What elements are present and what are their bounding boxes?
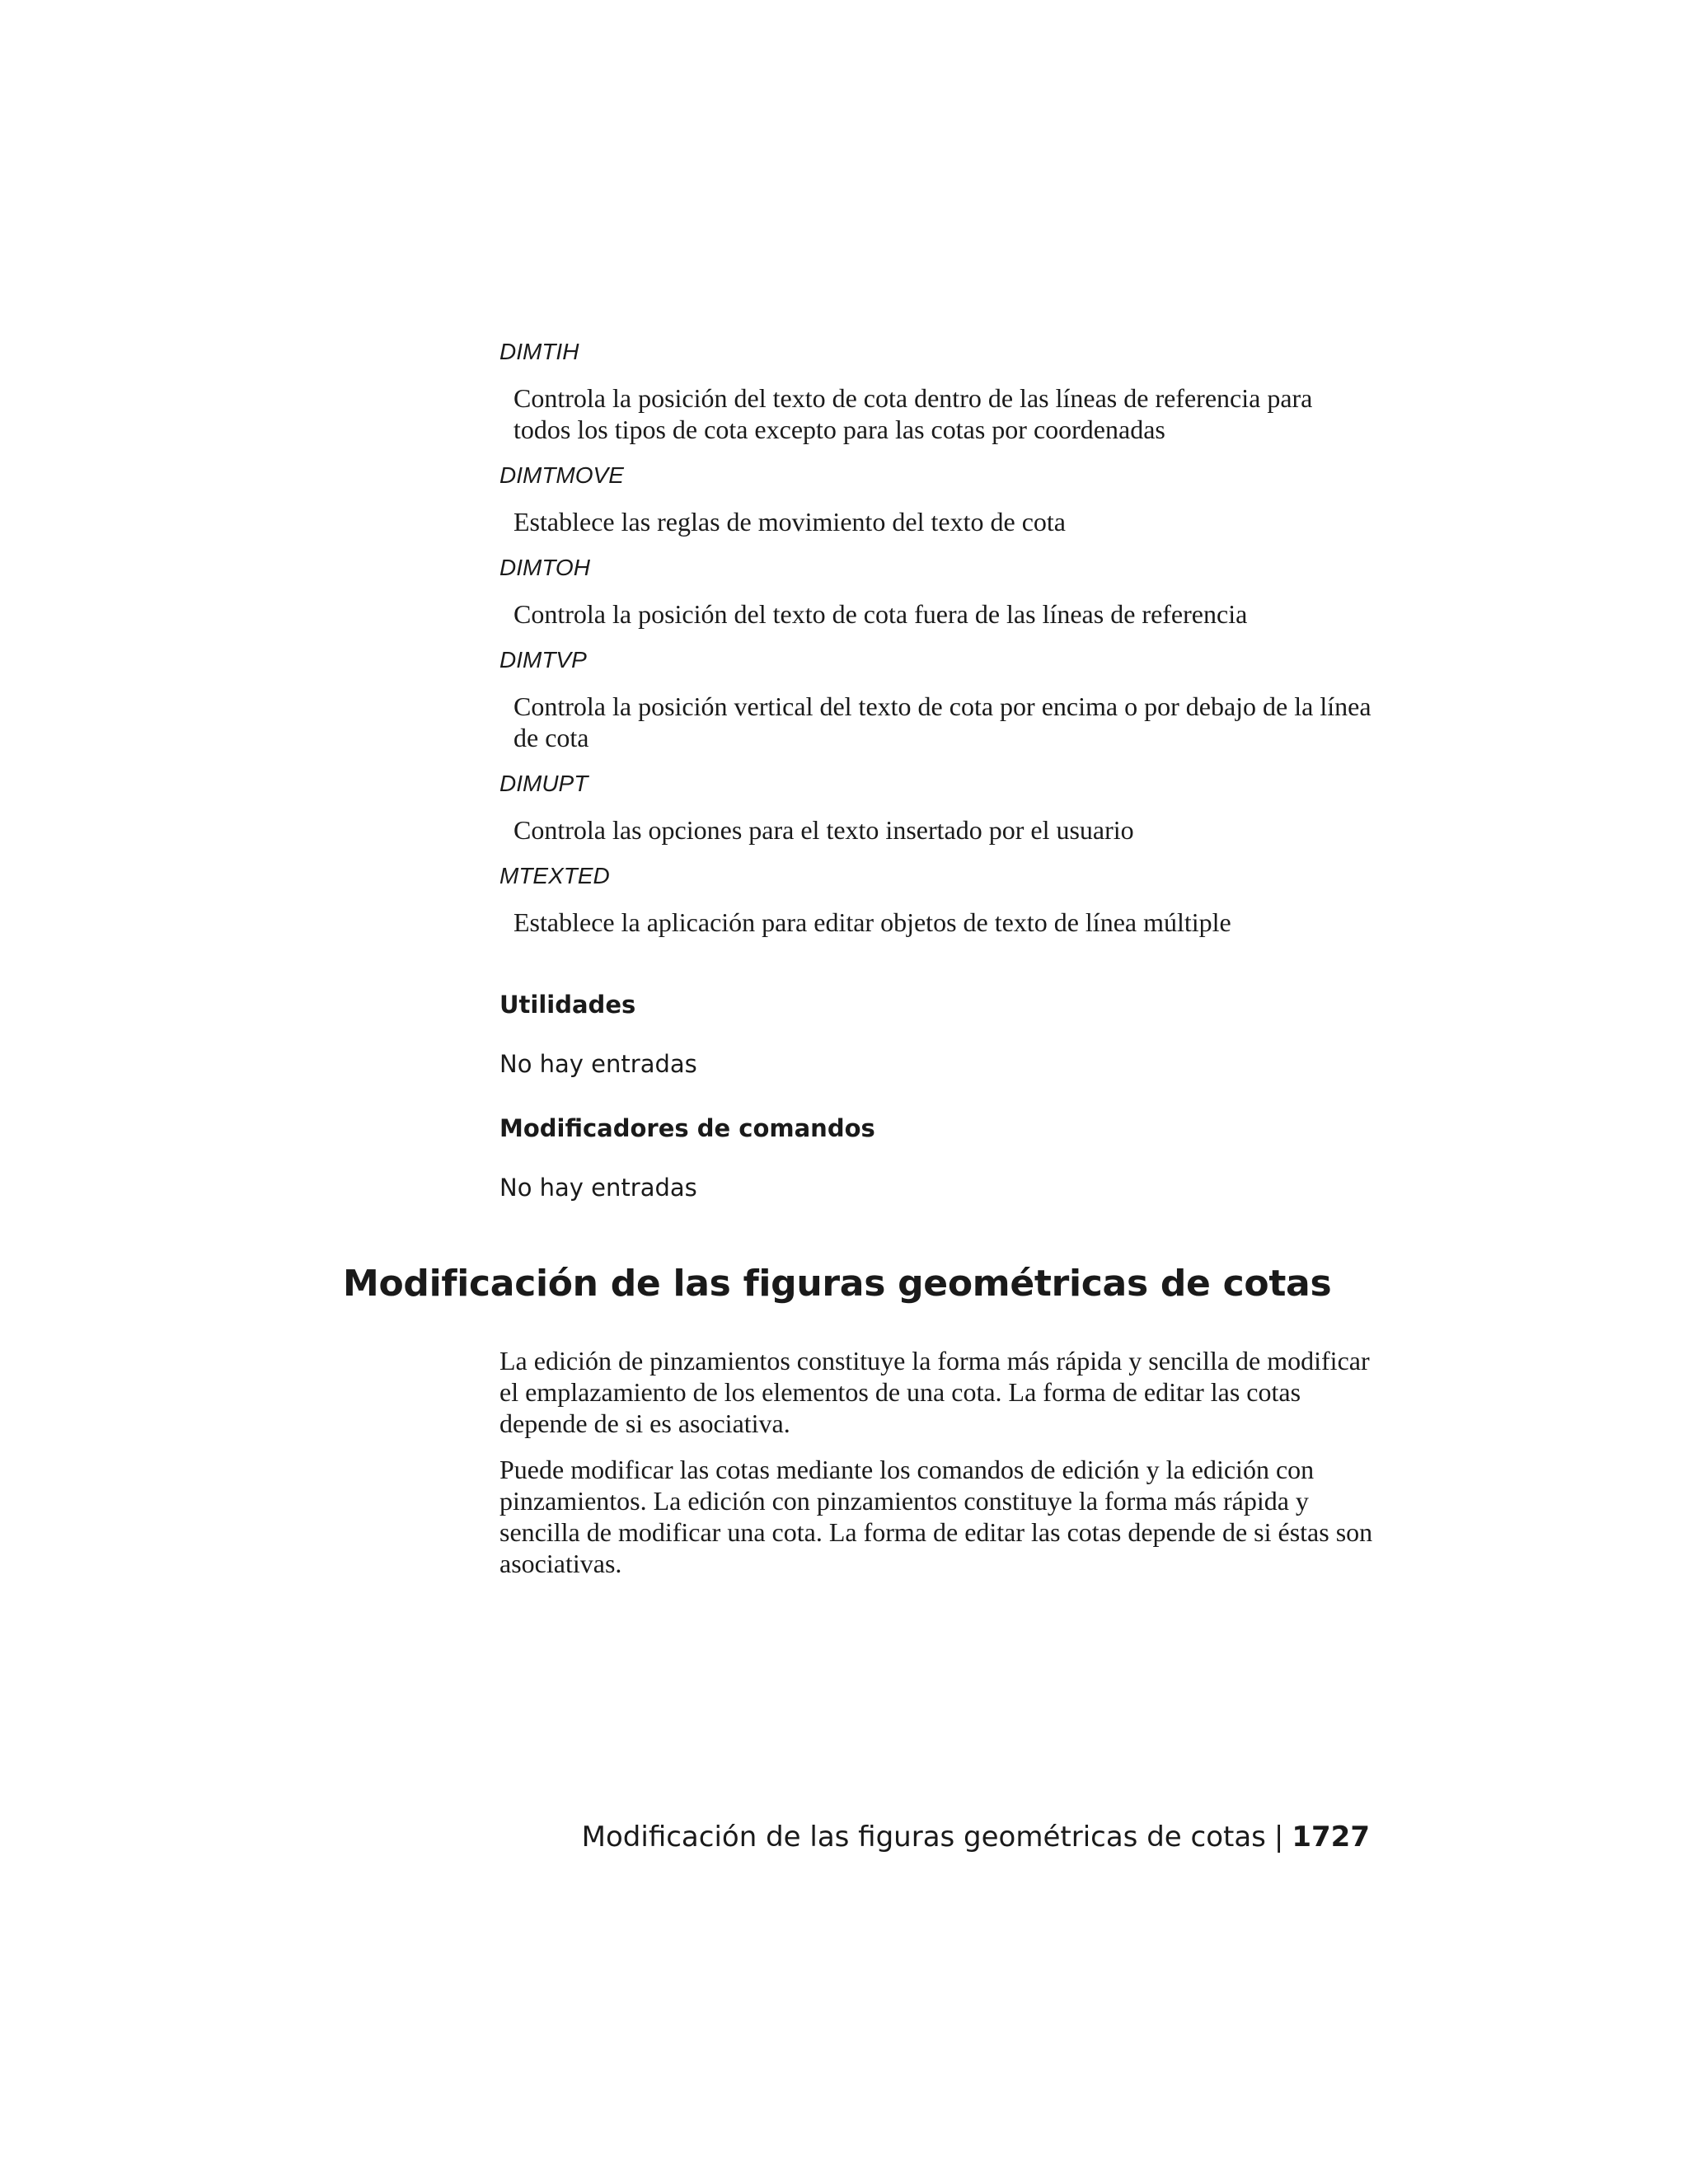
footer-title: Modificación de las figuras geométricas de cotas	[581, 1821, 1266, 1854]
body-paragraph: La edición de pinzamientos constituye la forma más rápida y sencilla de modificar el emplazamiento de los elementos de una cota. La forma de editar las cotas depende de si es asociativa.	[499, 1346, 1370, 1438]
system-variables-list	[499, 336, 1373, 953]
variable-description: Controla las opciones para el texto insertado por el usuario	[513, 815, 1134, 845]
variable-term: DIMTIH	[499, 339, 579, 364]
page-footer	[582, 1820, 1370, 1854]
footer-separator: |	[1273, 1821, 1284, 1854]
command-modifiers-text: No hay entradas	[499, 1174, 697, 1202]
variable-term: DIMUPT	[499, 771, 588, 796]
page-number: 1727	[1292, 1821, 1370, 1854]
variable-description: Controla la posición vertical del texto de cota por encima o por debajo de la línea de cota	[513, 691, 1372, 752]
utilities-heading: Utilidades	[499, 991, 636, 1019]
variable-term: DIMTOH	[499, 555, 590, 580]
variable-term: DIMTMOVE	[499, 462, 624, 488]
command-modifiers-heading: Modificadores de comandos	[499, 1114, 875, 1142]
body-paragraph: Puede modificar las cotas mediante los comandos de edición y la edición con pinzamientos. La edición con pinzamientos constituye la forma más rápida y sencilla de modificar una cota. La forma de editar las cotas depende de si éstas son asociativas.	[499, 1455, 1373, 1578]
variable-description: Controla la posición del texto de cota dentro de las líneas de referencia para todos los tipos de cota excepto para las cotas por coordenadas	[513, 383, 1313, 444]
variable-term: MTEXTED	[499, 863, 610, 888]
variable-description: Establece las reglas de movimiento del texto de cota	[513, 507, 1066, 537]
variable-term: DIMTVP	[499, 647, 587, 673]
section-heading: Modificación de las figuras geométricas de cotas	[343, 1263, 1332, 1305]
variable-description: Establece la aplicación para editar objetos de texto de línea múltiple	[513, 907, 1231, 937]
utilities-text: No hay entradas	[499, 1050, 697, 1078]
variable-description: Controla la posición del texto de cota fuera de las líneas de referencia	[513, 599, 1248, 629]
